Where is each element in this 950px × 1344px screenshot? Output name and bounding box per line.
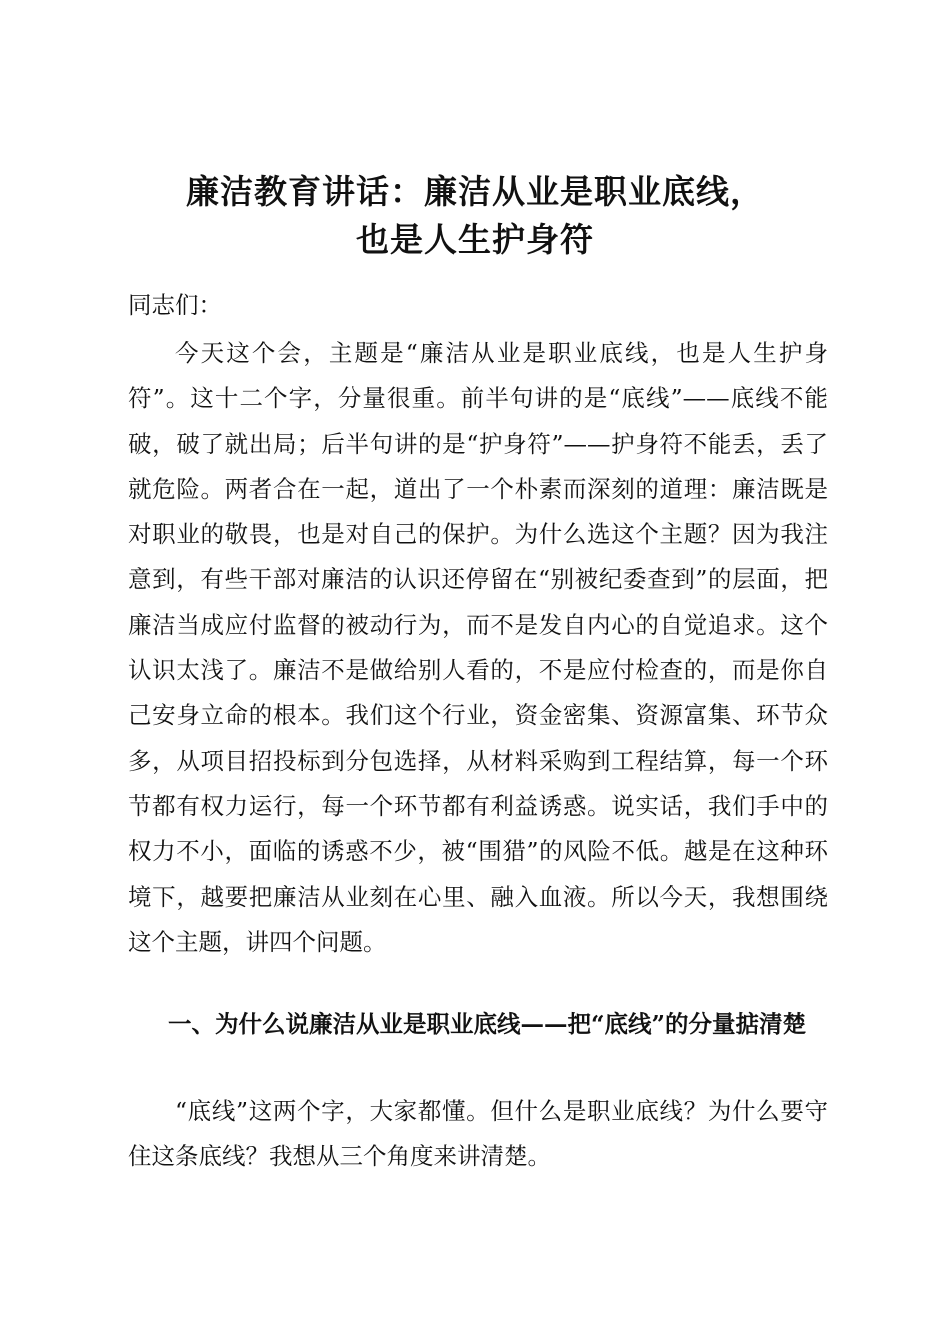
body-paragraph-2: “底线”这两个字，大家都懂。但什么是职业底线？为什么要守住这条底线？我想从三个角度来讲清楚。 [128, 1097, 828, 1171]
section-heading-1: 一、为什么说廉洁从业是职业底线——把“底线”的分量掂清楚 [168, 1010, 807, 1038]
body-paragraph-1: 今天这个会，主题是“廉洁从业是职业底线，也是人生护身符”。这十二个字，分量很重。前半句讲的是“底线”——底线不能破，破了就出局；后半句讲的是“护身符”——护身符不能丢，丢了就危险。两者合在一起，道出了一个朴素而深刻的道理：廉洁既是对职业的敬畏，也是对自己的保护。为什么选这个主题？因为我注意到，有些干部对廉洁的认识还停留在“别被纪委查到”的层面，把廉洁当成应付监督的被动行为，而不是发自内心的自觉追求。这个认识太浅了。廉洁不是做给别人看的，不是应付检查的，而是你自己安身立命的根本。我们这个行业，资金密集、资源富集、环节众多，从项目招投标到分包选择，从材料采购到工程结算，每一个环节都有权力运行，每一个环节都有利益诱惑。说实话，我们手中的权力不小，面临的诱惑不少，被“围猎”的风险不低。越是在这种环境下，越要把廉洁从业刻在心里、融入血液。所以今天，我想围绕这个主题，讲四个问题。 [128, 339, 828, 956]
document-title-line-1: 廉洁教育讲话：廉洁从业是职业底线， [186, 172, 764, 211]
document-title-line-2: 也是人生护身符 [356, 220, 594, 259]
salutation: 同志们： [128, 291, 222, 319]
